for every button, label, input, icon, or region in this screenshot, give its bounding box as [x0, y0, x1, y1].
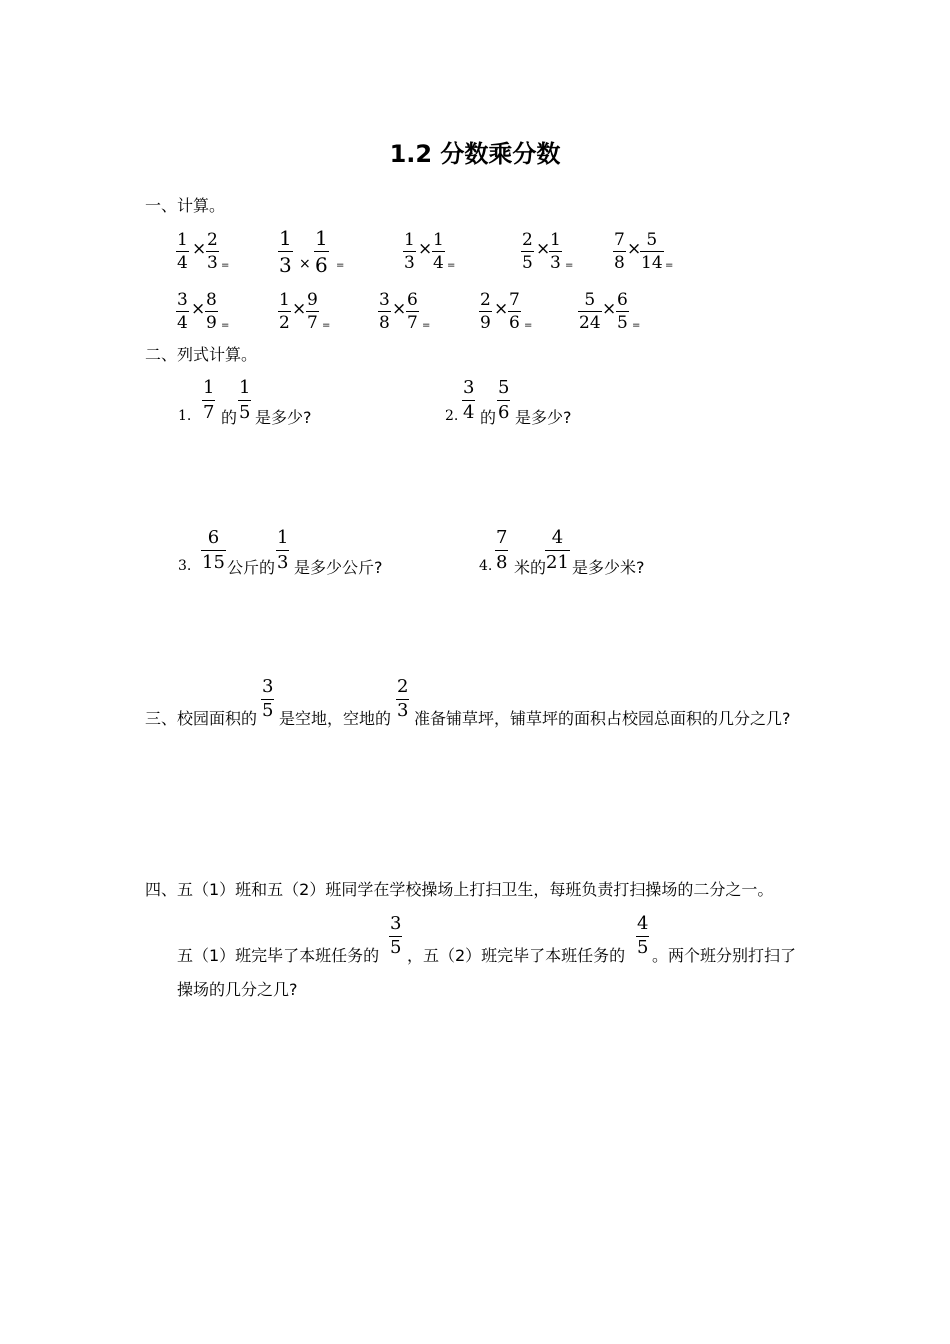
fraction: $\frac{1}{3}$: [279, 226, 292, 277]
equals-sign: =: [322, 320, 331, 331]
fraction: $\frac{1}{3}$: [277, 527, 289, 573]
fraction: $\frac{1}{5}$: [239, 377, 251, 423]
equals-sign: =: [422, 320, 431, 331]
question-text: 是多少?: [255, 408, 312, 427]
fraction: 4 5: [637, 913, 649, 958]
fraction: $\frac{4}{21}$: [546, 527, 569, 573]
fraction: 2 3: [397, 676, 409, 721]
section1-heading: 一、计算。: [145, 196, 226, 215]
fraction: $\frac{8}{9}$: [206, 290, 217, 333]
fraction: $\frac{2}{5}$: [522, 230, 533, 273]
problem-text: 操场的几分之几?: [177, 980, 298, 999]
equals-sign: =: [336, 260, 345, 271]
fraction: $\frac{1}{4}$: [433, 230, 444, 273]
fraction: $\frac{7}{8}$: [496, 527, 508, 573]
fraction: $\frac{1}{3}$: [404, 230, 415, 273]
fraction: $\frac{1}{2}$: [279, 290, 290, 333]
fraction: $\frac{1}{3}$: [550, 230, 561, 273]
question-text: 的: [221, 408, 238, 427]
equals-sign: =: [565, 260, 574, 271]
equals-sign: =: [524, 320, 533, 331]
times-sign: ×: [627, 239, 642, 259]
equals-sign: =: [632, 320, 641, 331]
equals-sign: =: [665, 260, 674, 271]
times-sign: ×: [602, 299, 617, 319]
times-sign: ×: [494, 299, 509, 319]
equals-sign: =: [447, 260, 456, 271]
question-text: 的: [480, 408, 497, 427]
section2-heading: 二、列式计算。: [145, 345, 258, 364]
times-sign: ×: [418, 239, 433, 259]
times-sign: ×: [536, 239, 551, 259]
problem-text: 五（1）班完毕了本班任务的: [177, 946, 380, 965]
question-text: 是多少?: [515, 408, 572, 427]
problem-text: 准备铺草坪，铺草坪的面积占校园总面积的几分之几?: [414, 709, 791, 728]
question-text: 是多少公斤?: [294, 558, 383, 577]
times-sign: ×: [191, 299, 206, 319]
times-sign: ×: [192, 239, 207, 259]
problem-text: 三、校园面积的: [145, 709, 258, 728]
question-text: 是多少米?: [572, 558, 645, 577]
question-text: 米的: [514, 558, 547, 577]
equals-sign: =: [221, 320, 230, 331]
fraction: 3 5: [262, 676, 274, 721]
equals-sign: =: [221, 260, 230, 271]
times-sign: ×: [392, 299, 407, 319]
fraction: $\frac{2}{3}$: [207, 230, 218, 273]
fraction: $\frac{5}{24}$: [579, 290, 601, 333]
question-number: 3.: [178, 558, 192, 574]
question-number: 2.: [445, 408, 459, 424]
fraction: $\frac{7}{8}$: [614, 230, 625, 273]
fraction: $\frac{7}{6}$: [509, 290, 520, 333]
fraction: $\frac{6}{7}$: [407, 290, 418, 333]
fraction: $\frac{1}{7}$: [203, 377, 215, 423]
question-number: 1.: [178, 408, 192, 424]
times-sign: ×: [299, 256, 311, 272]
problem-text: 。两个班分别打扫了: [652, 946, 797, 965]
fraction: $\frac{6}{15}$: [202, 527, 225, 573]
fraction: $\frac{3}{4}$: [177, 290, 188, 333]
fraction: $\frac{5}{6}$: [498, 377, 510, 423]
fraction: $\frac{5}{14}$: [641, 230, 663, 273]
fraction: $\frac{2}{9}$: [480, 290, 491, 333]
fraction: $\frac{1}{4}$: [177, 230, 188, 273]
problem-text: 是空地，空地的: [279, 709, 392, 728]
fraction: 3 5: [390, 913, 402, 958]
question-text: 公斤的: [227, 558, 276, 577]
fraction: $\frac{9}{7}$: [307, 290, 318, 333]
question-number: 4.: [479, 558, 493, 574]
problem-text: 四、五（1）班和五（2）班同学在学校操场上打扫卫生，每班负责打扫操场的二分之一。: [145, 880, 774, 899]
problem-text: ，五（2）班完毕了本班任务的: [407, 946, 626, 965]
page-title: 1.2 分数乘分数: [389, 140, 561, 168]
fraction: $\frac{6}{5}$: [617, 290, 628, 333]
fraction: $\frac{3}{4}$: [463, 377, 475, 423]
fraction: $\frac{1}{6}$: [315, 226, 328, 277]
times-sign: ×: [292, 299, 307, 319]
fraction: $\frac{3}{8}$: [379, 290, 390, 333]
